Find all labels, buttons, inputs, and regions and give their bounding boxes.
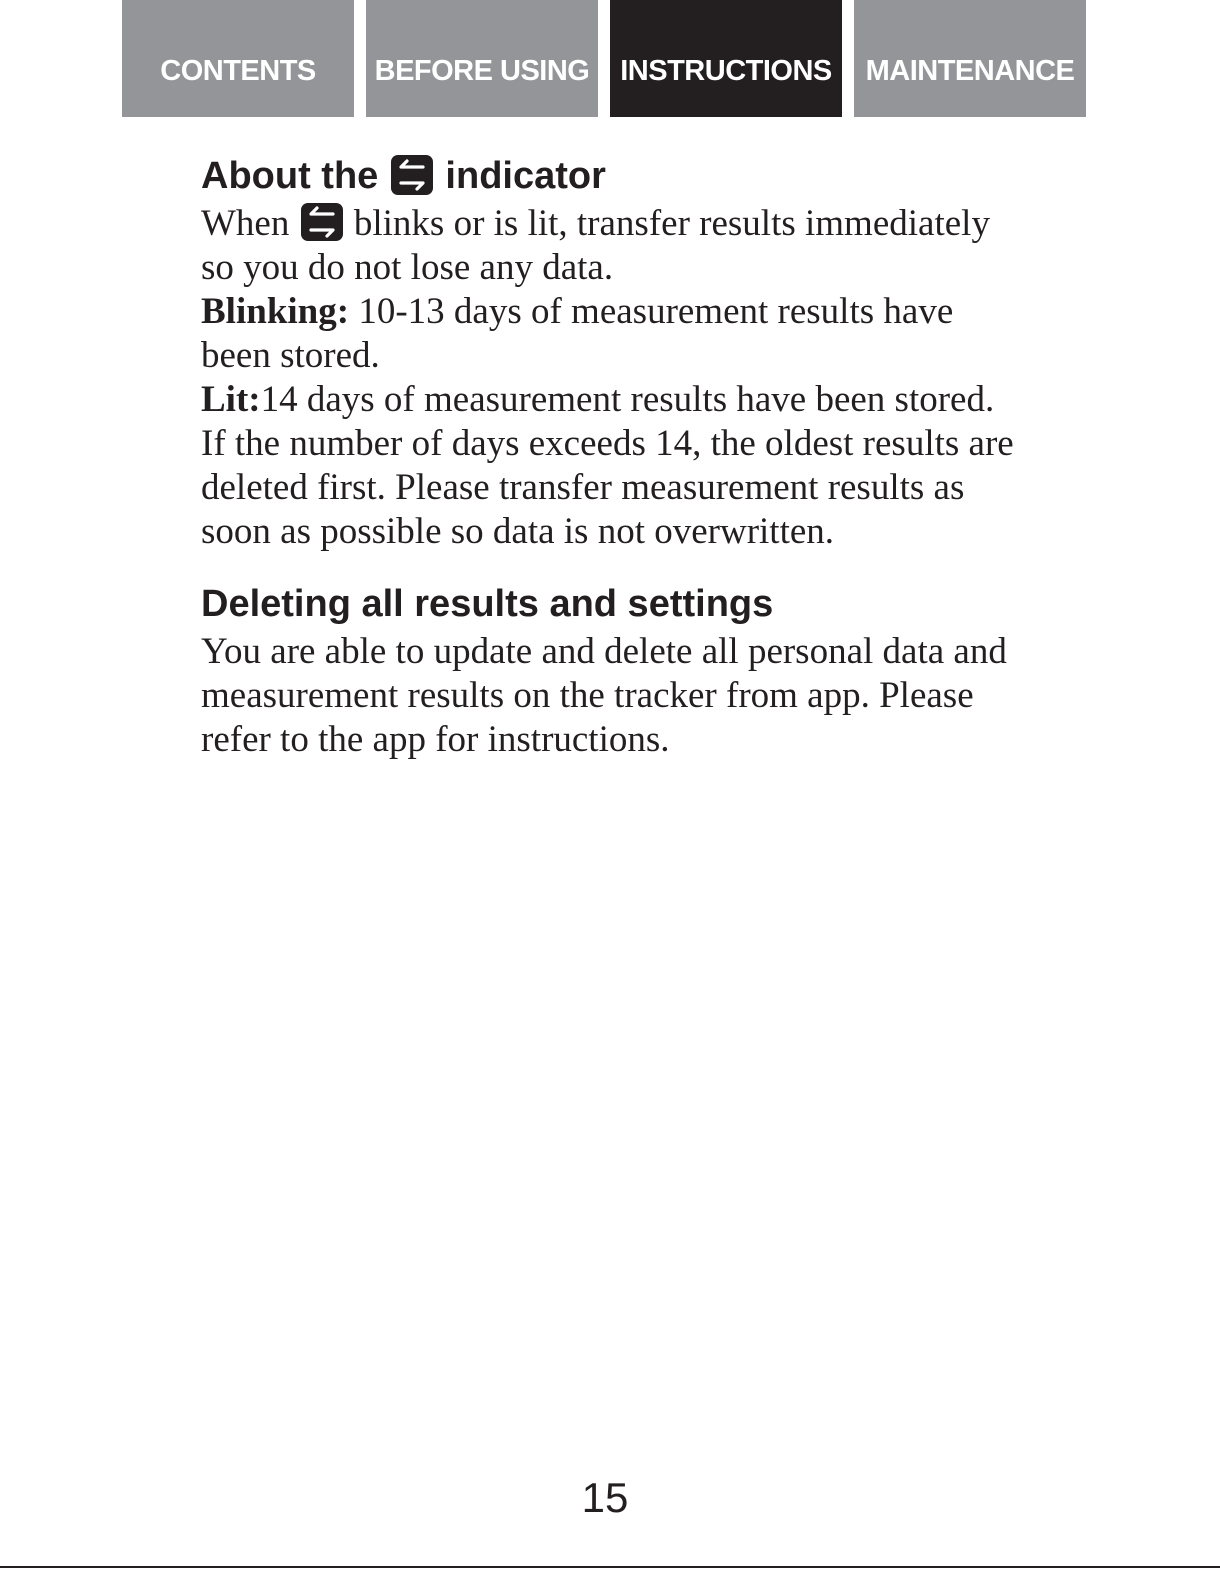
bottom-divider	[0, 1566, 1220, 1568]
tab-before-using[interactable]: BEFORE USING	[366, 0, 598, 117]
page-content	[201, 150, 1021, 762]
tab-instructions[interactable]: INSTRUCTIONS	[610, 0, 842, 117]
blinking-label: Blinking:	[201, 291, 350, 332]
delete-section	[201, 578, 1021, 762]
tab-contents[interactable]: CONTENTS	[122, 0, 354, 117]
tab-maintenance[interactable]: MAINTENANCE	[854, 0, 1086, 117]
heading-text-before: About the	[201, 155, 379, 197]
blinking-description	[201, 290, 1021, 378]
indicator-intro	[201, 202, 1021, 290]
lit-description	[201, 378, 1021, 422]
blinking-text: 10-13 days of measurement results have been stored.	[201, 291, 954, 376]
intro-text-before: When	[201, 203, 290, 244]
section-tabs	[122, 0, 1086, 117]
indicator-heading	[201, 150, 1021, 202]
transfer-arrows-icon	[391, 155, 433, 195]
lit-label: Lit:	[201, 379, 261, 420]
heading-text-after: indicator	[445, 155, 606, 197]
lit-text: 14 days of measurement results have been stored.	[260, 379, 995, 420]
delete-body: You are able to update and delete all personal data and measurement results on the tracker from app. Please refer to the app for instructions.	[201, 631, 1007, 760]
intro-text-after: blinks or is lit, transfer results immediately so you do not lose any data.	[201, 203, 990, 288]
overflow-note: If the number of days exceeds 14, the oldest results are deleted first. Please transfer measurement results as soon as possible so data is not overwritten.	[201, 423, 1014, 552]
delete-heading: Deleting all results and settings	[201, 583, 774, 625]
page-number: 15	[581, 1474, 629, 1521]
transfer-arrows-icon	[301, 203, 343, 241]
indicator-section	[201, 150, 1021, 554]
